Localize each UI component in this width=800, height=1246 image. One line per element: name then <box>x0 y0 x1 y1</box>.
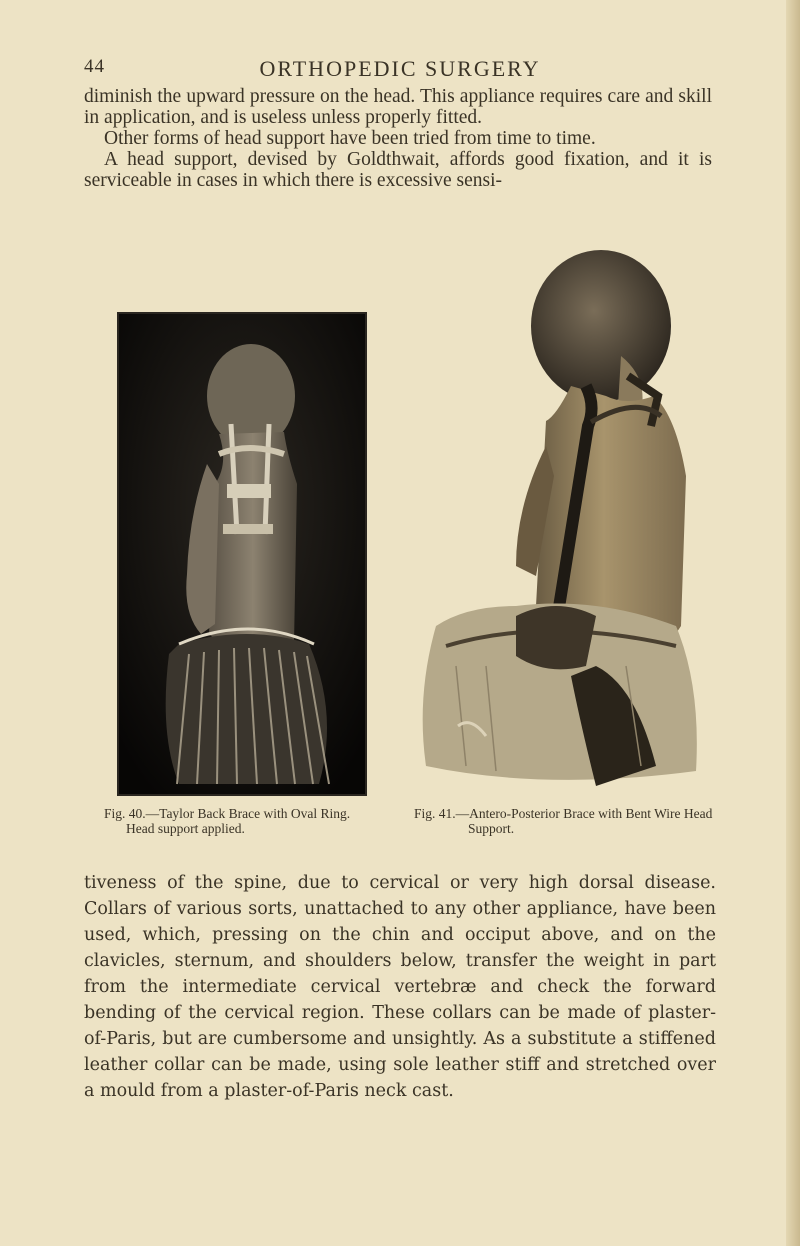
figure-41-caption-text: —Antero-Posterior Brace with Bent Wire Head Support. <box>455 806 713 836</box>
figure-41-label: Fig. 41. <box>414 806 456 821</box>
figure-40-photo <box>117 312 367 796</box>
body-paragraph: tiveness of the spine, due to cervical or very high dorsal disease. Collars of various sorts, unattached to any other appliance, have been used, which, pressing on the chin and occiput above, and on the clavicles, sternum, and shoulders below, transfer the weight in part from the intermediate cervical vertebræ and check the forward bending of the cervical region. These collars can be made of plaster-of-Paris, but are cumbersome and unsightly. As a substitute a stiffened leather collar can be made, using sole leather stiff and stretched over a mould from a plaster-of-Paris neck cast. <box>84 873 716 1101</box>
top-text-line-3: A head support, devised by Goldthwait, affords good fixation, and it is serviceable in cases in which there is excessive sensi- <box>84 149 712 191</box>
running-title: ORTHOPEDIC SURGERY <box>259 56 541 81</box>
figure-40-label: Fig. 40. <box>104 806 146 821</box>
page-number: 44 <box>84 56 105 77</box>
figure-41-caption <box>414 806 724 836</box>
figure-40-caption <box>104 806 374 836</box>
figure-40-caption-text: —Taylor Back Brace with Oval Ring. Head support applied. <box>126 806 351 836</box>
top-paragraph <box>84 86 712 191</box>
top-text-line-1: diminish the upward pressure on the head. This appliance requires care and skill in application, and is useless unless properly fitted. <box>84 86 712 128</box>
top-text-line-2: Other forms of head support have been tried from time to time. <box>104 128 596 149</box>
page-edge <box>786 0 800 1246</box>
figure-41-photo <box>396 246 716 796</box>
